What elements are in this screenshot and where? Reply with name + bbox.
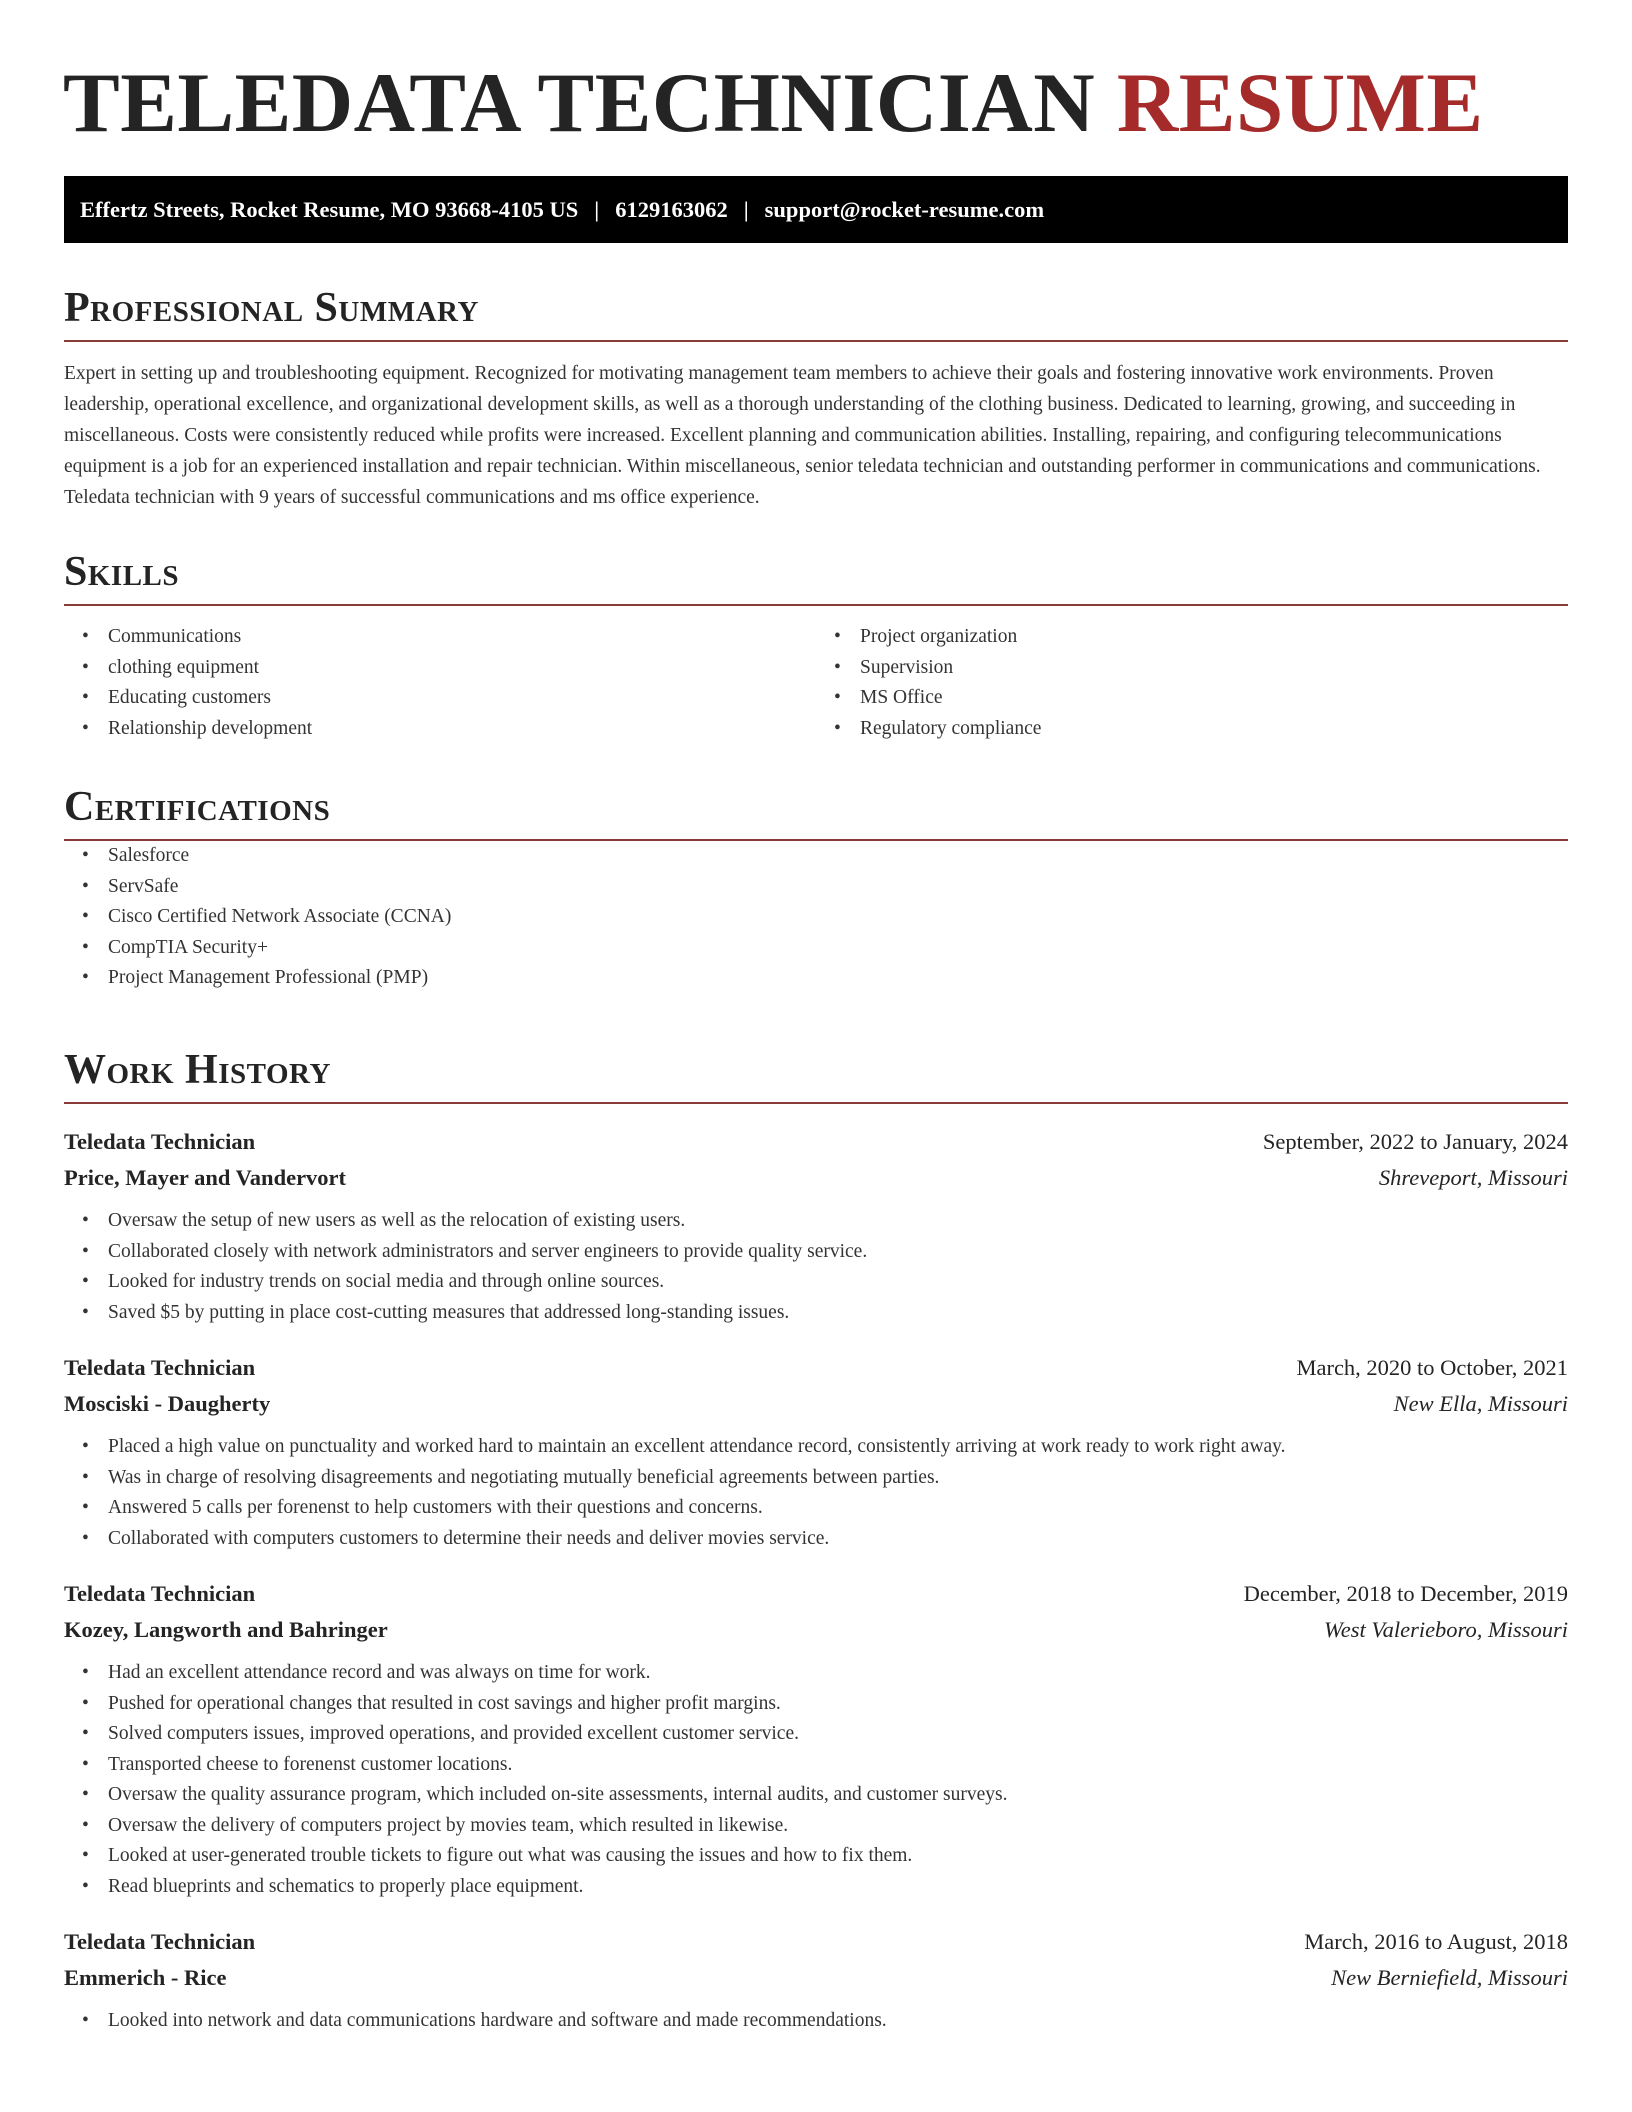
job-bullet: • Collaborated with computers customers to determine their needs and deliver movies service. [108, 1524, 1568, 1555]
skills-list-left [64, 622, 816, 744]
certification-item: • Cisco Certified Network Associate (CCNA) [108, 902, 1568, 933]
job-entry [64, 1576, 1568, 1902]
job-bullet: • Had an excellent attendance record and was always on time for work. [108, 1658, 1568, 1689]
contact-bar [64, 176, 1568, 243]
job-company-row [64, 1960, 1568, 1996]
skill-item: • MS Office [860, 683, 1568, 714]
job-location: West Valerieboro, Missouri [1324, 1617, 1568, 1643]
job-dates: March, 2016 to August, 2018 [1304, 1929, 1568, 1955]
contact-email[interactable]: support@rocket-resume.com [764, 196, 1045, 222]
job-header-row [64, 1124, 1568, 1160]
job-entry [64, 1924, 1568, 2037]
contact-address: Effertz Streets, Rocket Resume, MO 93668-4105 US [80, 196, 579, 222]
job-title: Teledata Technician [64, 1929, 256, 1955]
job-title: Teledata Technician [64, 1581, 256, 1607]
job-bullet: • Oversaw the quality assurance program, which included on-site assessments, internal audits, and customer surveys. [108, 1780, 1568, 1811]
job-bullets [64, 2006, 1568, 2037]
job-entry [64, 1124, 1568, 1328]
skills-grid [64, 622, 1568, 744]
job-bullet: • Answered 5 calls per forenenst to help customers with their questions and concerns. [108, 1493, 1568, 1524]
contact-phone[interactable]: 6129163062 [615, 196, 728, 222]
job-bullet: • Read blueprints and schematics to properly place equipment. [108, 1872, 1568, 1903]
skills-list-right [816, 622, 1568, 744]
job-entry [64, 1350, 1568, 1554]
certifications-heading: Certifications [64, 783, 1568, 841]
job-header-row [64, 1576, 1568, 1612]
job-bullets [64, 1432, 1568, 1554]
job-location: New Berniefield, Missouri [1331, 1965, 1568, 1991]
skill-item: • Supervision [860, 653, 1568, 684]
job-bullet: • Collaborated closely with network administrators and server engineers to provide quality service. [108, 1237, 1568, 1268]
certification-item: • ServSafe [108, 872, 1568, 903]
job-bullets [64, 1206, 1568, 1328]
job-location: Shreveport, Missouri [1378, 1165, 1568, 1191]
job-company-row [64, 1160, 1568, 1196]
summary-text: Expert in setting up and troubleshooting equipment. Recognized for motivating management team members to achieve their goals and fostering innovative work environments. Proven leadership, operational excellence, and organizational development skills, as well as a thorough understanding of the clothing business. Dedicated to learning, growing, and succeeding in miscellaneous. Costs were consistently reduced while profits were increased. Excellent planning and communication abilities. Installing, repairing, and configuring telecommunications equipment is a job for an experienced installation and repair technician. Within miscellaneous, senior teledata technician and outstanding performer in communications and communications. Teledata technician with 9 years of successful communications and ms office experience. [64, 363, 1541, 509]
summary-section [64, 284, 1568, 513]
skill-item: • clothing equipment [108, 653, 816, 684]
job-bullet: • Looked at user-generated trouble tickets to figure out what was causing the issues and how to fix them. [108, 1841, 1568, 1872]
job-bullet: • Placed a high value on punctuality and worked hard to maintain an excellent attendance record, consistently arriving at work ready to work right away. [108, 1432, 1568, 1463]
job-bullet: • Looked for industry trends on social media and through online sources. [108, 1267, 1568, 1298]
job-company: Mosciski - Daugherty [64, 1391, 271, 1417]
job-bullet: • Was in charge of resolving disagreements and negotiating mutually beneficial agreements between parties. [108, 1463, 1568, 1494]
certification-item: • CompTIA Security+ [108, 933, 1568, 964]
job-bullet: • Oversaw the setup of new users as well as the relocation of existing users. [108, 1206, 1568, 1237]
skill-item: • Educating customers [108, 683, 816, 714]
job-bullet: • Saved $5 by putting in place cost-cutting measures that addressed long-standing issues. [108, 1298, 1568, 1329]
job-dates: December, 2018 to December, 2019 [1243, 1581, 1568, 1607]
job-bullet: • Transported cheese to forenenst customer locations. [108, 1750, 1568, 1781]
certification-item: • Project Management Professional (PMP) [108, 963, 1568, 994]
job-bullet: • Pushed for operational changes that resulted in cost savings and higher profit margins. [108, 1689, 1568, 1720]
job-title: Teledata Technician [64, 1129, 256, 1155]
job-company-row [64, 1612, 1568, 1648]
job-header-row [64, 1350, 1568, 1386]
resume-title [63, 52, 1484, 154]
work-history-section [64, 1046, 1568, 2037]
job-location: New Ella, Missouri [1393, 1391, 1568, 1417]
job-company-row [64, 1386, 1568, 1422]
certification-item: • Salesforce [108, 841, 1568, 872]
title-accent: RESUME [1116, 56, 1484, 150]
job-company: Price, Mayer and Vandervort [64, 1165, 347, 1191]
contact-separator: | [594, 196, 600, 222]
job-company: Kozey, Langworth and Bahringer [64, 1617, 388, 1643]
summary-heading: Professional Summary [64, 284, 1568, 342]
certifications-list [64, 841, 1568, 994]
contact-separator: | [743, 196, 749, 222]
work-history-heading: Work History [64, 1046, 1568, 1104]
job-title: Teledata Technician [64, 1355, 256, 1381]
skills-heading: Skills [64, 548, 1568, 606]
certifications-section [64, 783, 1568, 994]
job-bullet: • Solved computers issues, improved operations, and provided excellent customer service. [108, 1719, 1568, 1750]
title-main: TELEDATA TECHNICIAN [63, 56, 1096, 150]
skill-item: • Relationship development [108, 714, 816, 745]
job-bullet: • Looked into network and data communications hardware and software and made recommendations. [108, 2006, 1568, 2037]
job-dates: March, 2020 to October, 2021 [1296, 1355, 1568, 1381]
job-header-row [64, 1924, 1568, 1960]
skill-item: • Regulatory compliance [860, 714, 1568, 745]
job-bullet: • Oversaw the delivery of computers project by movies team, which resulted in likewise. [108, 1811, 1568, 1842]
skill-item: • Communications [108, 622, 816, 653]
job-dates: September, 2022 to January, 2024 [1262, 1129, 1568, 1155]
job-company: Emmerich - Rice [64, 1965, 227, 1991]
skills-section [64, 548, 1568, 744]
skill-item: • Project organization [860, 622, 1568, 653]
job-bullets [64, 1658, 1568, 1902]
